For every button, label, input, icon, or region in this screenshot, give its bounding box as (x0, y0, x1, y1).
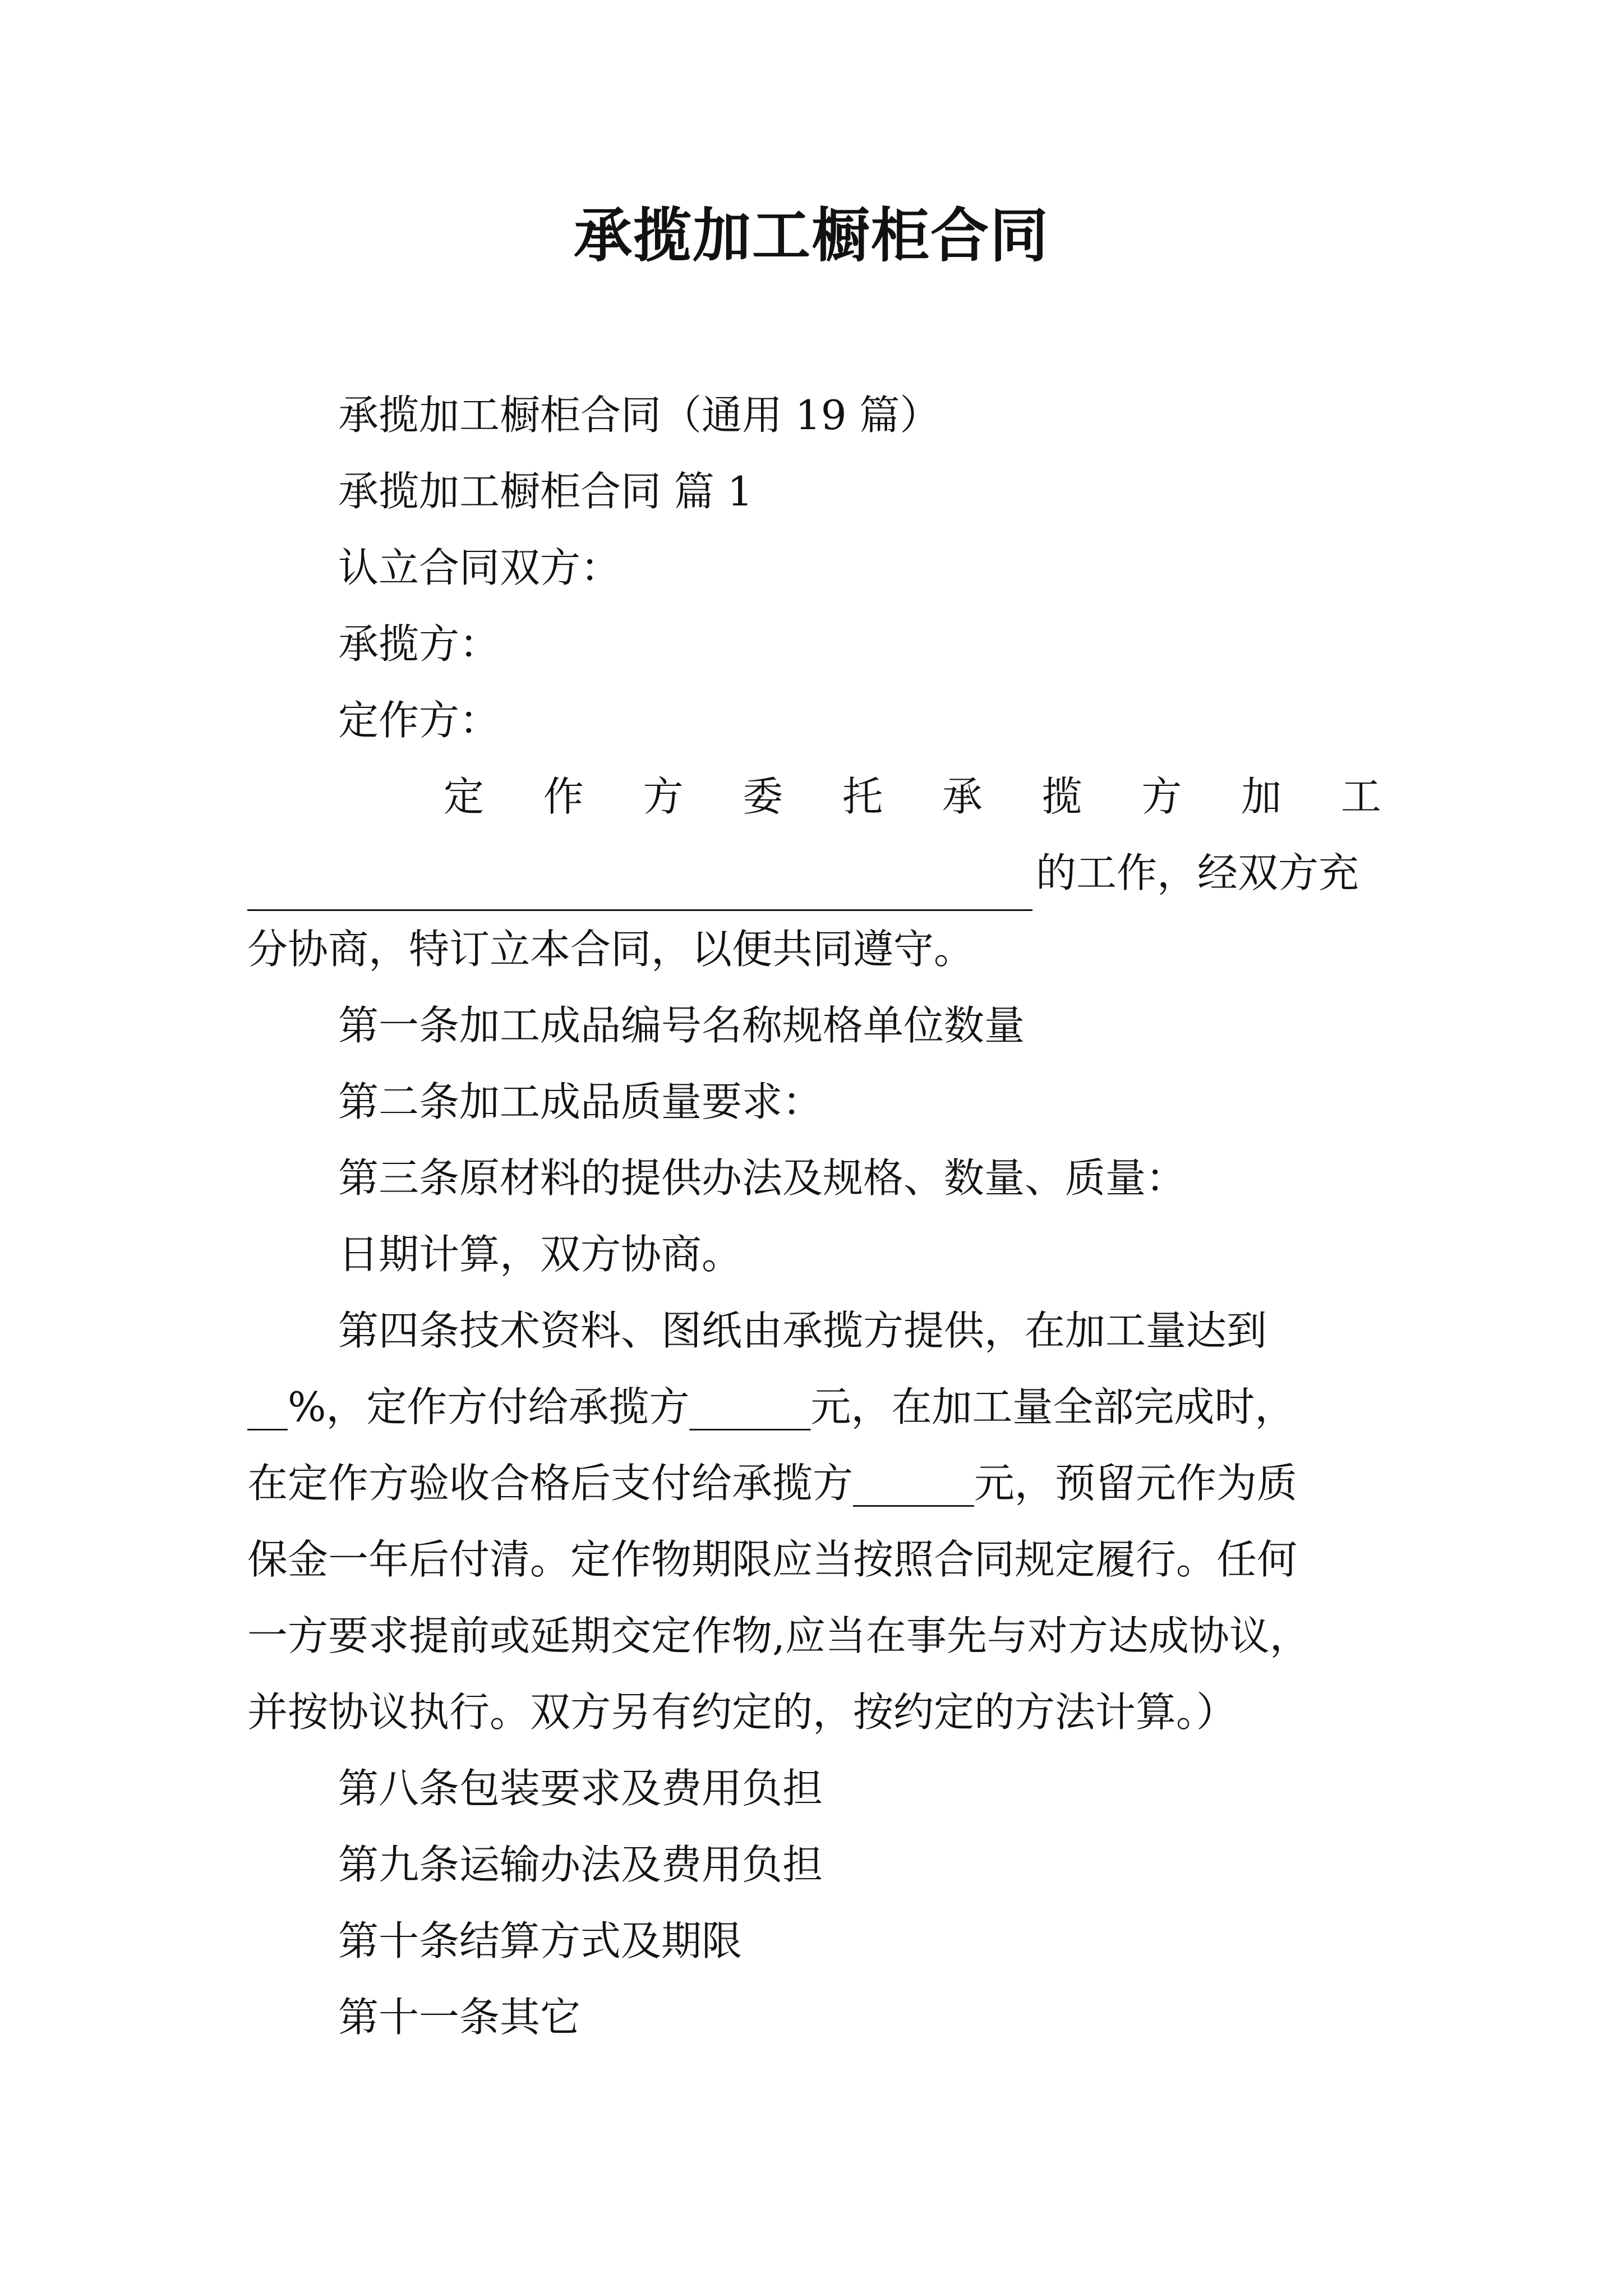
commission-char: 方 (1141, 773, 1182, 820)
commission-blank-line (247, 835, 1386, 911)
article-4-line-2: __%，定作方付给承揽方______元，在加工量全部完成时， (247, 1383, 1295, 1430)
document-title: 承揽加工橱柜合同 (573, 201, 1049, 270)
commission-char: 工 (1340, 773, 1381, 820)
commission-char: 作 (543, 773, 584, 820)
contractor-label: 承揽方： (338, 620, 500, 668)
article-4-line-4: 保金一年后付清。定作物期限应当按照合同规定履行。任何 (247, 1536, 1298, 1583)
article-9: 第九条运输办法及费用负担 (338, 1841, 823, 1888)
commission-line-3: 分协商，特订立本合同，以便共同遵守。 (247, 926, 975, 973)
commission-char: 托 (842, 773, 883, 820)
piece-heading: 承揽加工橱柜合同 篇 1 (338, 468, 753, 515)
commission-line-spaced (247, 758, 1386, 835)
commission-char: 定 (444, 773, 485, 820)
date-calc: 日期计算，双方协商。 (338, 1231, 743, 1278)
commission-char: 揽 (1041, 773, 1082, 820)
commission-char: 加 (1241, 773, 1282, 820)
article-8: 第八条包装要求及费用负担 (338, 1765, 823, 1812)
commission-char: 委 (743, 773, 783, 820)
article-1: 第一条加工成品编号名称规格单位数量 (338, 1002, 1025, 1049)
commission-char: 方 (643, 773, 684, 820)
parties-label: 认立合同双方： (338, 544, 621, 591)
article-4-line-6: 并按协议执行。双方另有约定的，按约定的方法计算。） (247, 1688, 1237, 1736)
article-10: 第十条结算方式及期限 (338, 1917, 743, 1964)
blank-underline (247, 859, 1032, 911)
commission-char: 承 (942, 773, 983, 820)
commission-tail: 的工作，经双方充 (1036, 849, 1359, 896)
article-2: 第二条加工成品质量要求： (338, 1078, 823, 1125)
article-3: 第三条原材料的提供办法及规格、数量、质量： (338, 1154, 1187, 1202)
article-4-line-1: 第四条技术资料、图纸由承揽方提供，在加工量达到 (338, 1307, 1267, 1354)
document-body (247, 377, 1386, 2055)
subtitle-line: 承揽加工橱柜合同（通用 19 篇） (338, 392, 940, 439)
orderer-label: 定作方： (338, 697, 500, 744)
article-4-line-3: 在定作方验收合格后支付给承揽方______元，预留元作为质 (247, 1460, 1298, 1507)
article-4-line-5: 一方要求提前或延期交定作物,应当在事先与对方达成协议， (247, 1612, 1310, 1659)
article-11: 第十一条其它 (338, 1994, 581, 2041)
